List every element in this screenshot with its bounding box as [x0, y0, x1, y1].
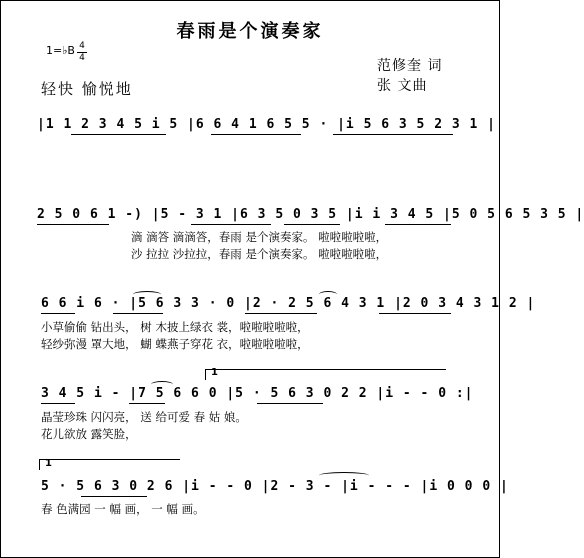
- system-4-lyrics-1: 晶莹珍珠 闪闪亮， 送 给可爱 春 姑 娘。: [41, 410, 247, 424]
- system-4-lyrics-2: 花儿欲放 露笑脸，: [41, 427, 137, 441]
- composer-credit: 张 文曲: [377, 78, 428, 94]
- system-3-notes: 6 6 i 6 · |5 6 3 3 · 0 |2 · 2 5 6 4 3 1 |2 0 3 4 3 1 2 |: [41, 296, 536, 311]
- time-signature: [77, 42, 87, 63]
- system-1-notes: |1 1 2 3 4 5 i 5 |6 6 4 1 6 5 5 · |i 5 6 3 5 2 3 1 |: [37, 117, 496, 132]
- time-signature-top: 4: [79, 41, 85, 51]
- system-5-lyrics-1: 春 色满园 一 幅 画， 一 幅 画。: [41, 502, 205, 516]
- tempo-marking: 轻快 愉悦地: [41, 80, 133, 98]
- volta-bracket-1: [205, 369, 446, 380]
- volta-number-1: 1: [211, 367, 218, 378]
- song-title: 春雨是个演奏家: [176, 21, 324, 42]
- key-signature: 1=♭B: [46, 44, 75, 57]
- system-5-notes: 5 · 5 6 3 0 2 6 |i - - 0 |2 - 3 - |i - - - |i 0 0 0 |: [41, 479, 509, 494]
- system-2-notes: 2 5 0 6 1 -) |5 - 3 1 |6 3 5 0 3 5 |i i 3 4 5 |5 0 5 6 5 3 5 |: [37, 207, 584, 222]
- volta-number-2: 1: [45, 458, 52, 469]
- system-3-lyrics-2: 轻纱弥漫 罩大地， 蝴 蝶燕子穿花 衣，啦啦啦啦啦，: [41, 337, 309, 351]
- system-4-notes: 3 4 5 i - |7 5 6 6 0 |5 · 5 6 3 0 2 2 |i - - 0 :|: [41, 386, 474, 401]
- system-2-lyrics-2: 沙 拉拉 沙拉拉，春雨 是个演奏家。 啦啦啦啦啦，: [131, 247, 388, 261]
- volta-bracket-2: [39, 459, 180, 470]
- time-signature-bottom: 4: [79, 53, 85, 63]
- system-3-lyrics-1: 小草偷偷 钻出头， 树 木披上绿衣 裳，啦啦啦啦啦，: [41, 320, 309, 334]
- lyricist-credit: 范修奎 词: [377, 58, 443, 74]
- system-2-lyrics-1: 滴 滴答 滴滴答，春雨 是个演奏家。 啦啦啦啦啦，: [131, 230, 388, 244]
